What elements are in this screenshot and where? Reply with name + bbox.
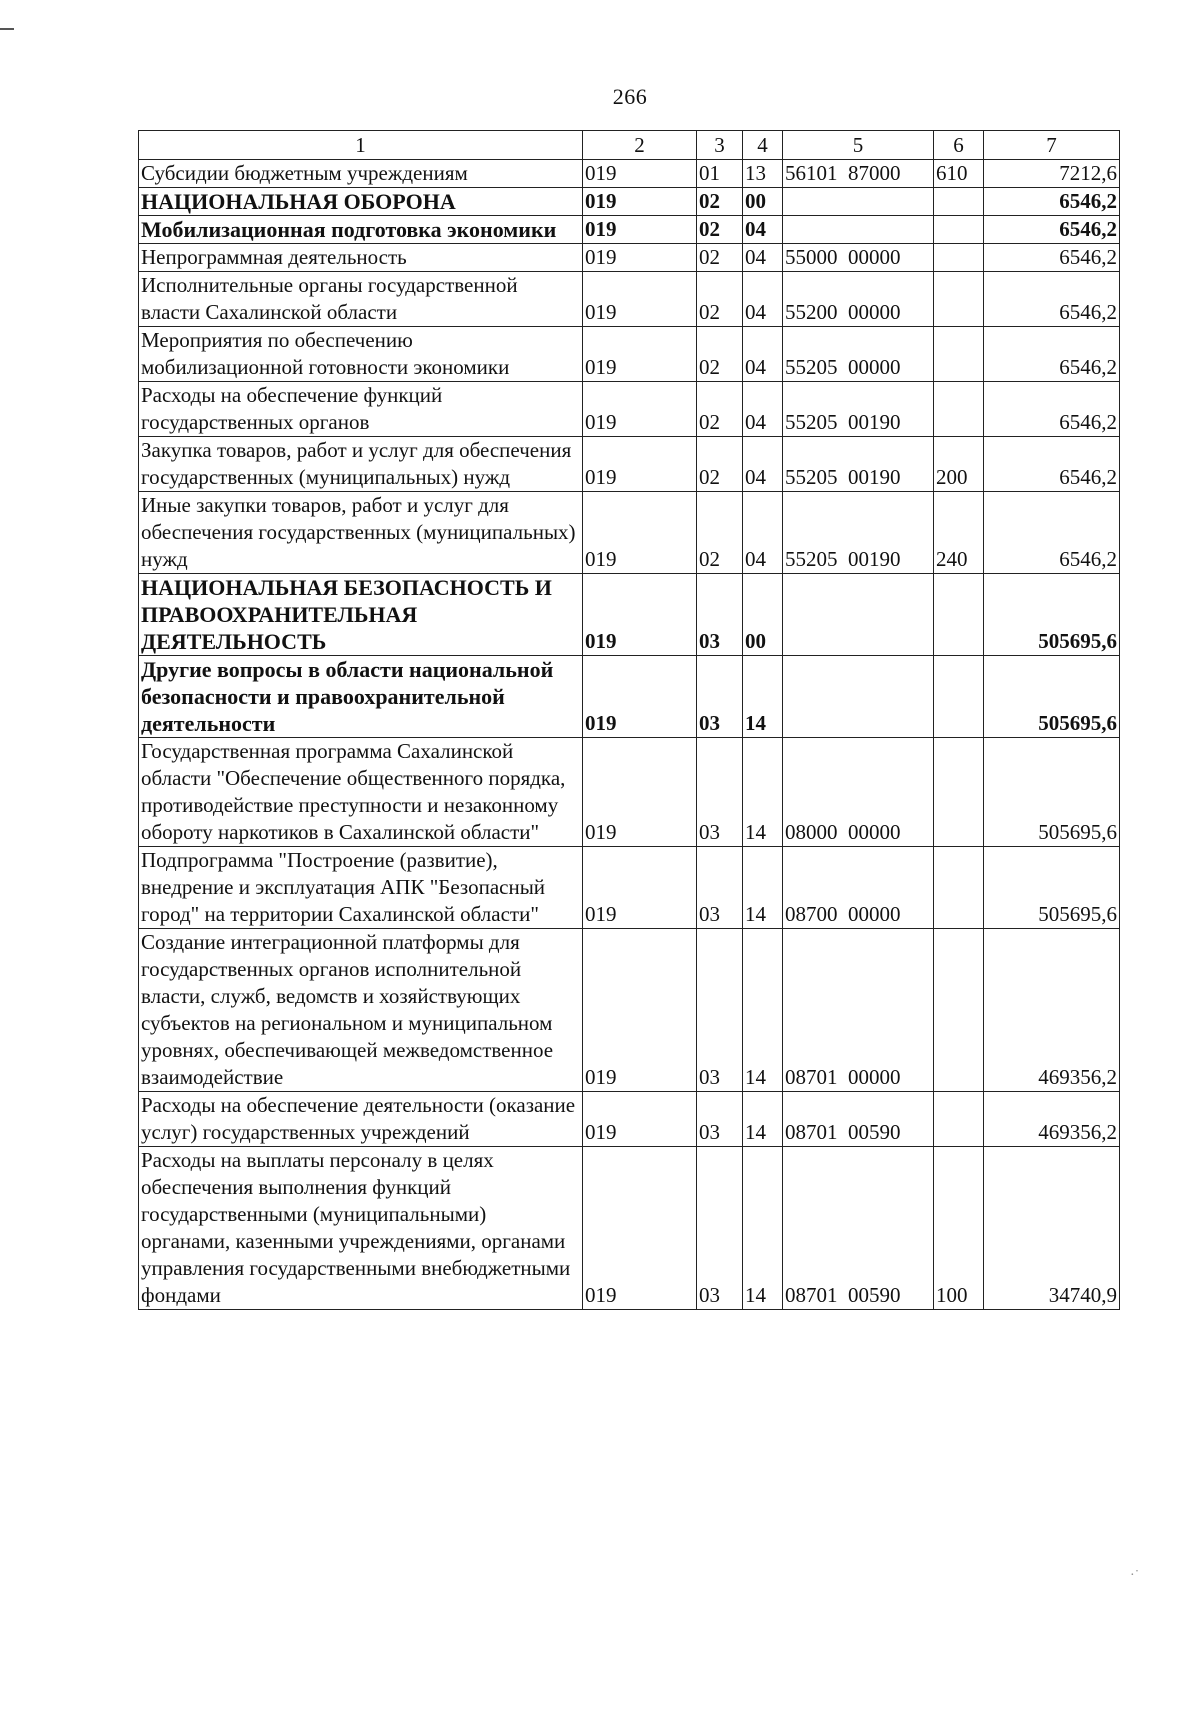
target-code: 56101 87000 — [783, 160, 934, 188]
ministry-code: 019 — [583, 1092, 697, 1147]
column-header: 1 — [139, 131, 583, 160]
amount: 6546,2 — [984, 188, 1120, 216]
amount: 505695,6 — [984, 656, 1120, 738]
target-code: 55200 00000 — [783, 272, 934, 327]
row-name: НАЦИОНАЛЬНАЯ ОБОРОНА — [139, 188, 583, 216]
expense-type-code — [934, 574, 984, 656]
subsection-code: 00 — [743, 188, 783, 216]
subsection-code: 00 — [743, 574, 783, 656]
table-row — [139, 244, 1120, 272]
table-row — [139, 738, 1120, 847]
amount: 505695,6 — [984, 738, 1120, 847]
target-code: 08701 00590 — [783, 1092, 934, 1147]
ministry-code: 019 — [583, 656, 697, 738]
expense-type-code: 610 — [934, 160, 984, 188]
subsection-code: 14 — [743, 1147, 783, 1310]
expense-type-code — [934, 382, 984, 437]
target-code: 08701 00000 — [783, 929, 934, 1092]
ministry-code: 019 — [583, 437, 697, 492]
subsection-code: 04 — [743, 382, 783, 437]
amount: 34740,9 — [984, 1147, 1120, 1310]
row-name: Мобилизационная подготовка экономики — [139, 216, 583, 244]
subsection-code: 04 — [743, 492, 783, 574]
ministry-code: 019 — [583, 738, 697, 847]
subsection-code: 14 — [743, 847, 783, 929]
expense-type-code — [934, 327, 984, 382]
section-code: 03 — [697, 847, 743, 929]
target-code — [783, 188, 934, 216]
expense-type-code — [934, 656, 984, 738]
row-name: Закупка товаров, работ и услуг для обеспечения государственных (муниципальных) нужд — [139, 437, 583, 492]
row-name: Подпрограмма "Построение (развитие), внедрение и эксплуатация АПК "Безопасный город" на территории Сахалинской области" — [139, 847, 583, 929]
amount: 6546,2 — [984, 244, 1120, 272]
section-code: 02 — [697, 492, 743, 574]
ministry-code: 019 — [583, 244, 697, 272]
table-row — [139, 188, 1120, 216]
expense-type-code — [934, 188, 984, 216]
expense-type-code: 200 — [934, 437, 984, 492]
column-header: 6 — [934, 131, 984, 160]
row-name: Иные закупки товаров, работ и услуг для обеспечения государственных (муниципальных) нужд — [139, 492, 583, 574]
row-name: Непрограммная деятельность — [139, 244, 583, 272]
target-code: 08700 00000 — [783, 847, 934, 929]
column-header: 5 — [783, 131, 934, 160]
table-row — [139, 929, 1120, 1092]
table-row — [139, 1092, 1120, 1147]
section-code: 02 — [697, 382, 743, 437]
ministry-code: 019 — [583, 188, 697, 216]
subsection-code: 14 — [743, 738, 783, 847]
header-row — [139, 131, 1120, 160]
section-code: 03 — [697, 656, 743, 738]
section-code: 03 — [697, 929, 743, 1092]
ministry-code: 019 — [583, 847, 697, 929]
ministry-code: 019 — [583, 272, 697, 327]
amount: 7212,6 — [984, 160, 1120, 188]
table-row — [139, 272, 1120, 327]
expense-type-code — [934, 1092, 984, 1147]
subsection-code: 14 — [743, 929, 783, 1092]
target-code: 55205 00000 — [783, 327, 934, 382]
ministry-code: 019 — [583, 216, 697, 244]
subsection-code: 04 — [743, 272, 783, 327]
subsection-code: 04 — [743, 244, 783, 272]
table-row — [139, 656, 1120, 738]
scan-corner-mark — [0, 28, 14, 30]
subsection-code: 14 — [743, 1092, 783, 1147]
ministry-code: 019 — [583, 160, 697, 188]
expense-type-code — [934, 272, 984, 327]
expense-type-code — [934, 738, 984, 847]
section-code: 03 — [697, 738, 743, 847]
table-row — [139, 216, 1120, 244]
row-name: Расходы на обеспечение функций государственных органов — [139, 382, 583, 437]
row-name: Субсидии бюджетным учреждениям — [139, 160, 583, 188]
column-header: 3 — [697, 131, 743, 160]
table-row — [139, 160, 1120, 188]
expense-type-code — [934, 847, 984, 929]
amount: 505695,6 — [984, 574, 1120, 656]
amount: 469356,2 — [984, 929, 1120, 1092]
budget-table — [138, 130, 1120, 1310]
row-name: Создание интеграционной платформы для государственных органов исполнительной власти, служб, ведомств и хозяйствующих субъектов на региональном и муниципальном уровнях, обеспечивающей межведомственное взаимодействие — [139, 929, 583, 1092]
expense-type-code — [934, 929, 984, 1092]
section-code: 02 — [697, 327, 743, 382]
row-name: Государственная программа Сахалинской области "Обеспечение общественного порядка, противодействие преступности и незаконному обороту наркотиков в Сахалинской области" — [139, 738, 583, 847]
section-code: 02 — [697, 216, 743, 244]
section-code: 01 — [697, 160, 743, 188]
amount: 505695,6 — [984, 847, 1120, 929]
ministry-code: 019 — [583, 574, 697, 656]
target-code: 08701 00590 — [783, 1147, 934, 1310]
section-code: 03 — [697, 1147, 743, 1310]
row-name: Расходы на выплаты персоналу в целях обеспечения выполнения функций государственными (муниципальными) органами, казенными учреждениями, органами управления государственными внебюджетными фондами — [139, 1147, 583, 1310]
amount: 6546,2 — [984, 216, 1120, 244]
target-code — [783, 216, 934, 244]
section-code: 03 — [697, 1092, 743, 1147]
row-name: Исполнительные органы государственной власти Сахалинской области — [139, 272, 583, 327]
subsection-code: 13 — [743, 160, 783, 188]
ministry-code: 019 — [583, 382, 697, 437]
amount: 6546,2 — [984, 327, 1120, 382]
table-row — [139, 1147, 1120, 1310]
subsection-code: 04 — [743, 216, 783, 244]
target-code: 08000 00000 — [783, 738, 934, 847]
amount: 469356,2 — [984, 1092, 1120, 1147]
column-header: 2 — [583, 131, 697, 160]
section-code: 02 — [697, 244, 743, 272]
table-row — [139, 327, 1120, 382]
expense-type-code — [934, 216, 984, 244]
row-name: НАЦИОНАЛЬНАЯ БЕЗОПАСНОСТЬ И ПРАВООХРАНИТЕЛЬНАЯ ДЕЯТЕЛЬНОСТЬ — [139, 574, 583, 656]
target-code — [783, 574, 934, 656]
section-code: 02 — [697, 437, 743, 492]
target-code: 55205 00190 — [783, 437, 934, 492]
expense-type-code — [934, 244, 984, 272]
ministry-code: 019 — [583, 929, 697, 1092]
column-header: 7 — [984, 131, 1120, 160]
subsection-code: 04 — [743, 327, 783, 382]
subsection-code: 04 — [743, 437, 783, 492]
page-number: 266 — [612, 84, 648, 109]
column-header: 4 — [743, 131, 783, 160]
table-row — [139, 574, 1120, 656]
target-code: 55000 00000 — [783, 244, 934, 272]
row-name: Мероприятия по обеспечению мобилизационной готовности экономики — [139, 327, 583, 382]
target-code: 55205 00190 — [783, 492, 934, 574]
amount: 6546,2 — [984, 437, 1120, 492]
target-code: 55205 00190 — [783, 382, 934, 437]
ministry-code: 019 — [583, 492, 697, 574]
amount: 6546,2 — [984, 492, 1120, 574]
subsection-code: 14 — [743, 656, 783, 738]
table-row — [139, 437, 1120, 492]
expense-type-code: 100 — [934, 1147, 984, 1310]
scan-speck: ·˙ — [1130, 1568, 1140, 1583]
expense-type-code: 240 — [934, 492, 984, 574]
section-code: 02 — [697, 272, 743, 327]
ministry-code: 019 — [583, 327, 697, 382]
section-code: 02 — [697, 188, 743, 216]
amount: 6546,2 — [984, 382, 1120, 437]
table-row — [139, 492, 1120, 574]
section-code: 03 — [697, 574, 743, 656]
target-code — [783, 656, 934, 738]
row-name: Расходы на обеспечение деятельности (оказание услуг) государственных учреждений — [139, 1092, 583, 1147]
table-row — [139, 847, 1120, 929]
row-name: Другие вопросы в области национальной безопасности и правоохранительной деятельности — [139, 656, 583, 738]
ministry-code: 019 — [583, 1147, 697, 1310]
amount: 6546,2 — [984, 272, 1120, 327]
table-row — [139, 382, 1120, 437]
